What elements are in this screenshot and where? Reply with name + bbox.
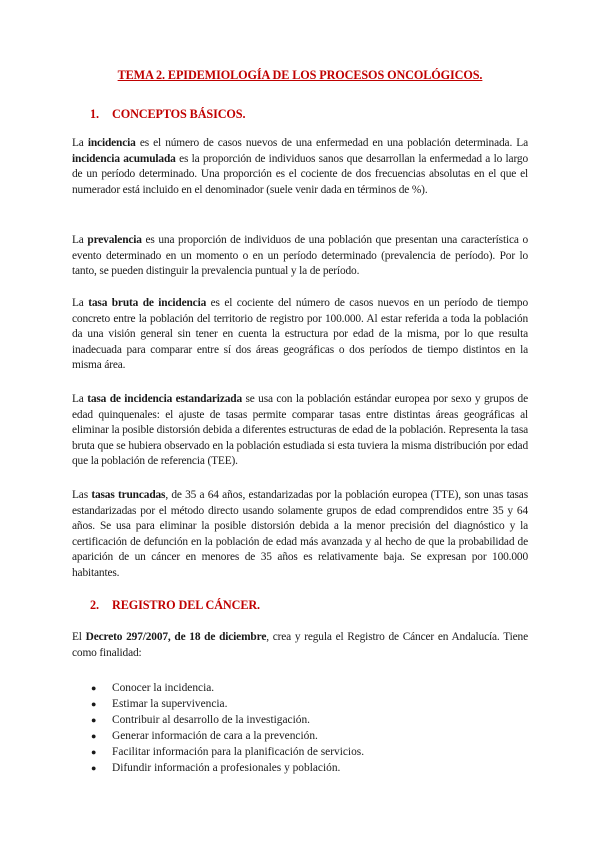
paragraph-decreto: El Decreto 297/2007, de 18 de diciembre, crea y regula el Registro de Cáncer en Andalucía. Tiene como finalidad: <box>72 631 528 659</box>
list-item: ● Conocer la incidencia. <box>72 681 364 697</box>
section-heading-conceptos <box>90 107 245 122</box>
list-item: ● Estimar la supervivencia. <box>72 697 364 713</box>
bullet-icon: ● <box>91 698 97 709</box>
list-item: ● Difundir información a profesionales y población. <box>72 761 364 777</box>
list-item: ● Contribuir al desarrollo de la investigación. <box>72 713 364 729</box>
term-incidencia: incidencia <box>87 137 136 149</box>
term-prevalencia: prevalencia <box>87 234 142 246</box>
term-incidencia-acumulada: incidencia acumulada <box>72 152 176 165</box>
list-item: ● Facilitar información para la planificación de servicios. <box>72 745 364 761</box>
bullet-icon: ● <box>91 762 97 773</box>
term-tasa-estandarizada: tasa de incidencia estandarizada <box>87 393 242 405</box>
section-heading-registro <box>90 598 260 613</box>
section-number: 2. <box>90 598 99 612</box>
paragraph-tasa-estandarizada: La tasa de incidencia estandarizada se usa con la población estándar europea por sexo y grupos de edad quinquenales: el ajuste de tasas permite comparar tasas entre distintas áreas geográficas al eliminar la posible distorsión debida a diferentes estructuras de edad de la población. Representa la tasa bruta que se hubiera observado en la población estudiada si esta tuviera la misma distribución por edad que la población de referencia (TEE). <box>72 393 529 468</box>
paragraph-prevalencia: La prevalencia es una proporción de individuos de una población que presentan una característica o evento determinado en un momento o en un período determinado (prevalencia de período). Por lo tanto, se pueden distinguir la prevalencia puntual y la de período. <box>72 234 528 278</box>
bullet-icon: ● <box>91 683 97 693</box>
document-title: TEMA 2. EPIDEMIOLOGÍA DE LOS PROCESOS ONCOLÓGICOS. <box>117 68 483 82</box>
list-item: ● Generar información de cara a la prevención. <box>72 729 364 745</box>
section-title: REGISTRO DEL CÁNCER. <box>112 598 261 612</box>
term-tasa-bruta: tasa bruta de incidencia <box>88 297 207 309</box>
section-number: 1. <box>90 107 99 121</box>
term-tasas-truncadas: tasas truncadas <box>91 489 166 501</box>
bullet-icon: ● <box>91 714 97 725</box>
paragraph-tasas-truncadas: Las tasas truncadas, de 35 a 64 años, estandarizadas por la población europea (TTE), son unas tasas estandarizadas por el método directo usando solamente grupos de edad comprendidos entre 35 y 64 años. Se usa para eliminar la posible distorsión debida a la menor precisión del diagnóstico y la certificación de defunción en la población de edad más avanzada y al hecho de que la probabilidad de aparición de un cáncer en menores de 35 años es relativamente baja. Se expresan por 100.000 habitantes. <box>72 489 528 579</box>
paragraph-incidencia: La incidencia es el número de casos nuevos de una enfermedad en una población determinada. La incidencia acumulada es la proporción de individuos sanos que desarrollan la enfermedad a lo largo de un período determinado. Una proporción es el cociente de dos frecuencias absolutas en el que el numerador está incluido en el denominador (suele venir dada en términos de %). <box>72 137 528 196</box>
section-title: CONCEPTOS BÁSICOS. <box>112 107 246 121</box>
finalidad-list <box>72 681 364 776</box>
term-decreto: Decreto 297/2007, de 18 de diciembre <box>85 631 267 643</box>
bullet-icon: ● <box>91 730 97 741</box>
paragraph-tasa-bruta: La tasa bruta de incidencia es el cociente del número de casos nuevos en un período de tiempo concreto entre la población del territorio de registro por 100.000. Al estar referida a toda la población da una visión general sin tener en cuenta la estructura por edad de la misma, por lo que resulta inadecuada para comparar entre sí dos áreas geográficas o dos períodos de tiempo distintos en la misma área. <box>72 297 528 372</box>
bullet-icon: ● <box>91 746 97 757</box>
